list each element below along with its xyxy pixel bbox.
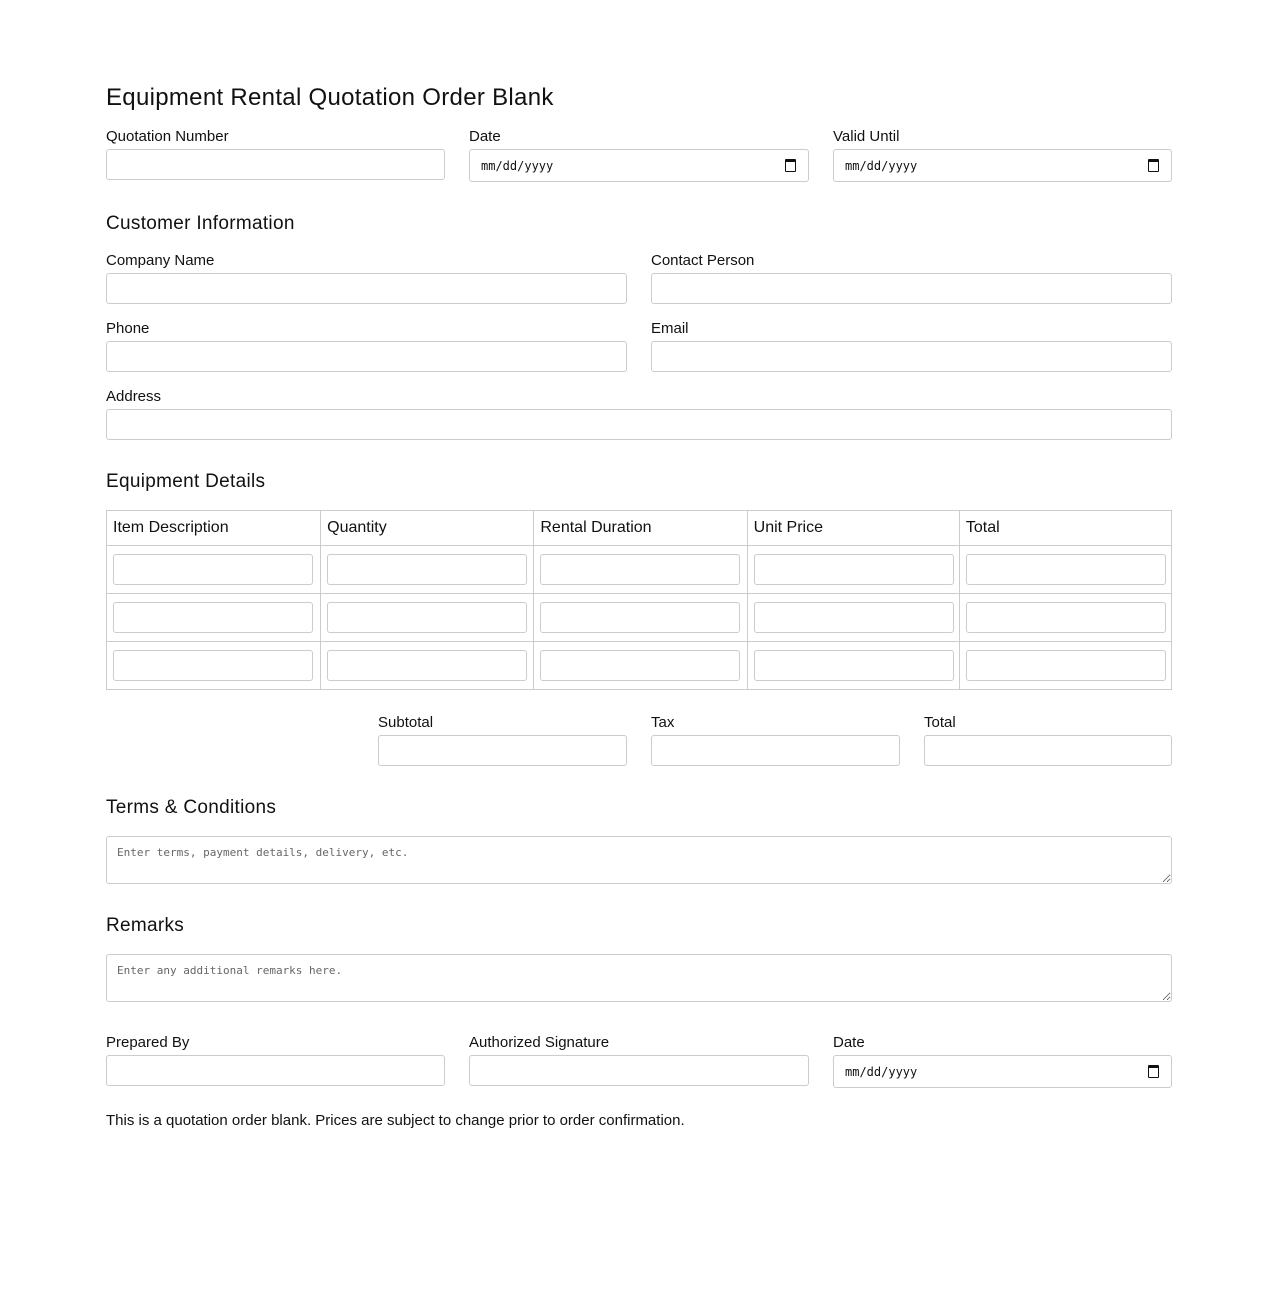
authorized-signature-input[interactable] xyxy=(469,1055,809,1086)
table-row xyxy=(107,546,1172,594)
column-header: Total xyxy=(959,511,1171,546)
unit-price-input[interactable] xyxy=(754,554,954,585)
address-input[interactable] xyxy=(106,409,1172,440)
item-description-input[interactable] xyxy=(113,602,313,633)
line-total-input[interactable] xyxy=(966,554,1166,585)
table-cell xyxy=(959,546,1171,594)
phone-label: Phone xyxy=(106,320,150,337)
table-row xyxy=(107,642,1172,690)
column-header: Rental Duration xyxy=(534,511,747,546)
remarks-heading: Remarks xyxy=(106,915,185,936)
column-header: Unit Price xyxy=(747,511,959,546)
item-description-input[interactable] xyxy=(113,650,313,681)
company-name-input[interactable] xyxy=(106,273,627,304)
unit-price-input[interactable] xyxy=(754,650,954,681)
table-cell xyxy=(321,642,534,690)
quotation-number-label: Quotation Number xyxy=(106,128,229,145)
table-cell xyxy=(107,546,321,594)
unit-price-input[interactable] xyxy=(754,602,954,633)
authorized-signature-label: Authorized Signature xyxy=(469,1034,610,1051)
table-cell xyxy=(959,594,1171,642)
table-cell xyxy=(747,546,959,594)
subtotal-input[interactable] xyxy=(378,735,627,766)
customer-information-heading: Customer Information xyxy=(106,213,295,234)
terms-textarea[interactable] xyxy=(106,836,1172,884)
table-cell xyxy=(747,642,959,690)
tax-label: Tax xyxy=(651,714,675,731)
email-input[interactable] xyxy=(651,341,1172,372)
table-header-row xyxy=(107,511,1172,546)
contact-person-input[interactable] xyxy=(651,273,1172,304)
total-input[interactable] xyxy=(924,735,1172,766)
quotation-number-input[interactable] xyxy=(106,149,445,180)
phone-input[interactable] xyxy=(106,341,627,372)
table-cell xyxy=(107,594,321,642)
contact-person-label: Contact Person xyxy=(651,252,755,269)
table-cell xyxy=(534,642,747,690)
tax-input[interactable] xyxy=(651,735,900,766)
total-label: Total xyxy=(924,714,956,731)
table-cell xyxy=(534,546,747,594)
rental-duration-input[interactable] xyxy=(540,602,740,633)
page-title: Equipment Rental Quotation Order Blank xyxy=(106,84,554,111)
table-cell xyxy=(959,642,1171,690)
table-cell xyxy=(321,546,534,594)
footer-note: This is a quotation order blank. Prices are subject to change prior to order confirmation. xyxy=(106,1112,685,1129)
subtotal-label: Subtotal xyxy=(378,714,434,731)
signoff-date-label: Date xyxy=(833,1034,865,1051)
date-label: Date xyxy=(469,128,501,145)
prepared-by-input[interactable] xyxy=(106,1055,445,1086)
table-row xyxy=(107,594,1172,642)
email-label: Email xyxy=(651,320,689,337)
calendar-icon[interactable] xyxy=(1148,159,1159,172)
company-name-label: Company Name xyxy=(106,252,215,269)
column-header: Quantity xyxy=(321,511,534,546)
column-header: Item Description xyxy=(107,511,321,546)
terms-heading: Terms & Conditions xyxy=(106,797,277,818)
date-placeholder: mm/dd/yyyy xyxy=(481,158,554,173)
valid-until-label: Valid Until xyxy=(833,128,900,145)
table-cell xyxy=(107,642,321,690)
calendar-icon[interactable] xyxy=(785,159,796,172)
item-description-input[interactable] xyxy=(113,554,313,585)
address-label: Address xyxy=(106,388,162,405)
line-total-input[interactable] xyxy=(966,602,1166,633)
rental-duration-input[interactable] xyxy=(540,554,740,585)
calendar-icon[interactable] xyxy=(1148,1065,1159,1078)
quantity-input[interactable] xyxy=(327,602,527,633)
prepared-by-label: Prepared By xyxy=(106,1034,190,1051)
date-input[interactable] xyxy=(469,149,809,182)
line-total-input[interactable] xyxy=(966,650,1166,681)
quantity-input[interactable] xyxy=(327,554,527,585)
table-cell xyxy=(321,594,534,642)
equipment-details-heading: Equipment Details xyxy=(106,471,266,492)
signoff-date-placeholder: mm/dd/yyyy xyxy=(845,1064,918,1079)
equipment-table xyxy=(106,510,1172,690)
remarks-textarea[interactable] xyxy=(106,954,1172,1002)
table-cell xyxy=(747,594,959,642)
valid-until-placeholder: mm/dd/yyyy xyxy=(845,158,918,173)
rental-duration-input[interactable] xyxy=(540,650,740,681)
valid-until-input[interactable] xyxy=(833,149,1172,182)
table-cell xyxy=(534,594,747,642)
quantity-input[interactable] xyxy=(327,650,527,681)
signoff-date-input[interactable] xyxy=(833,1055,1172,1088)
